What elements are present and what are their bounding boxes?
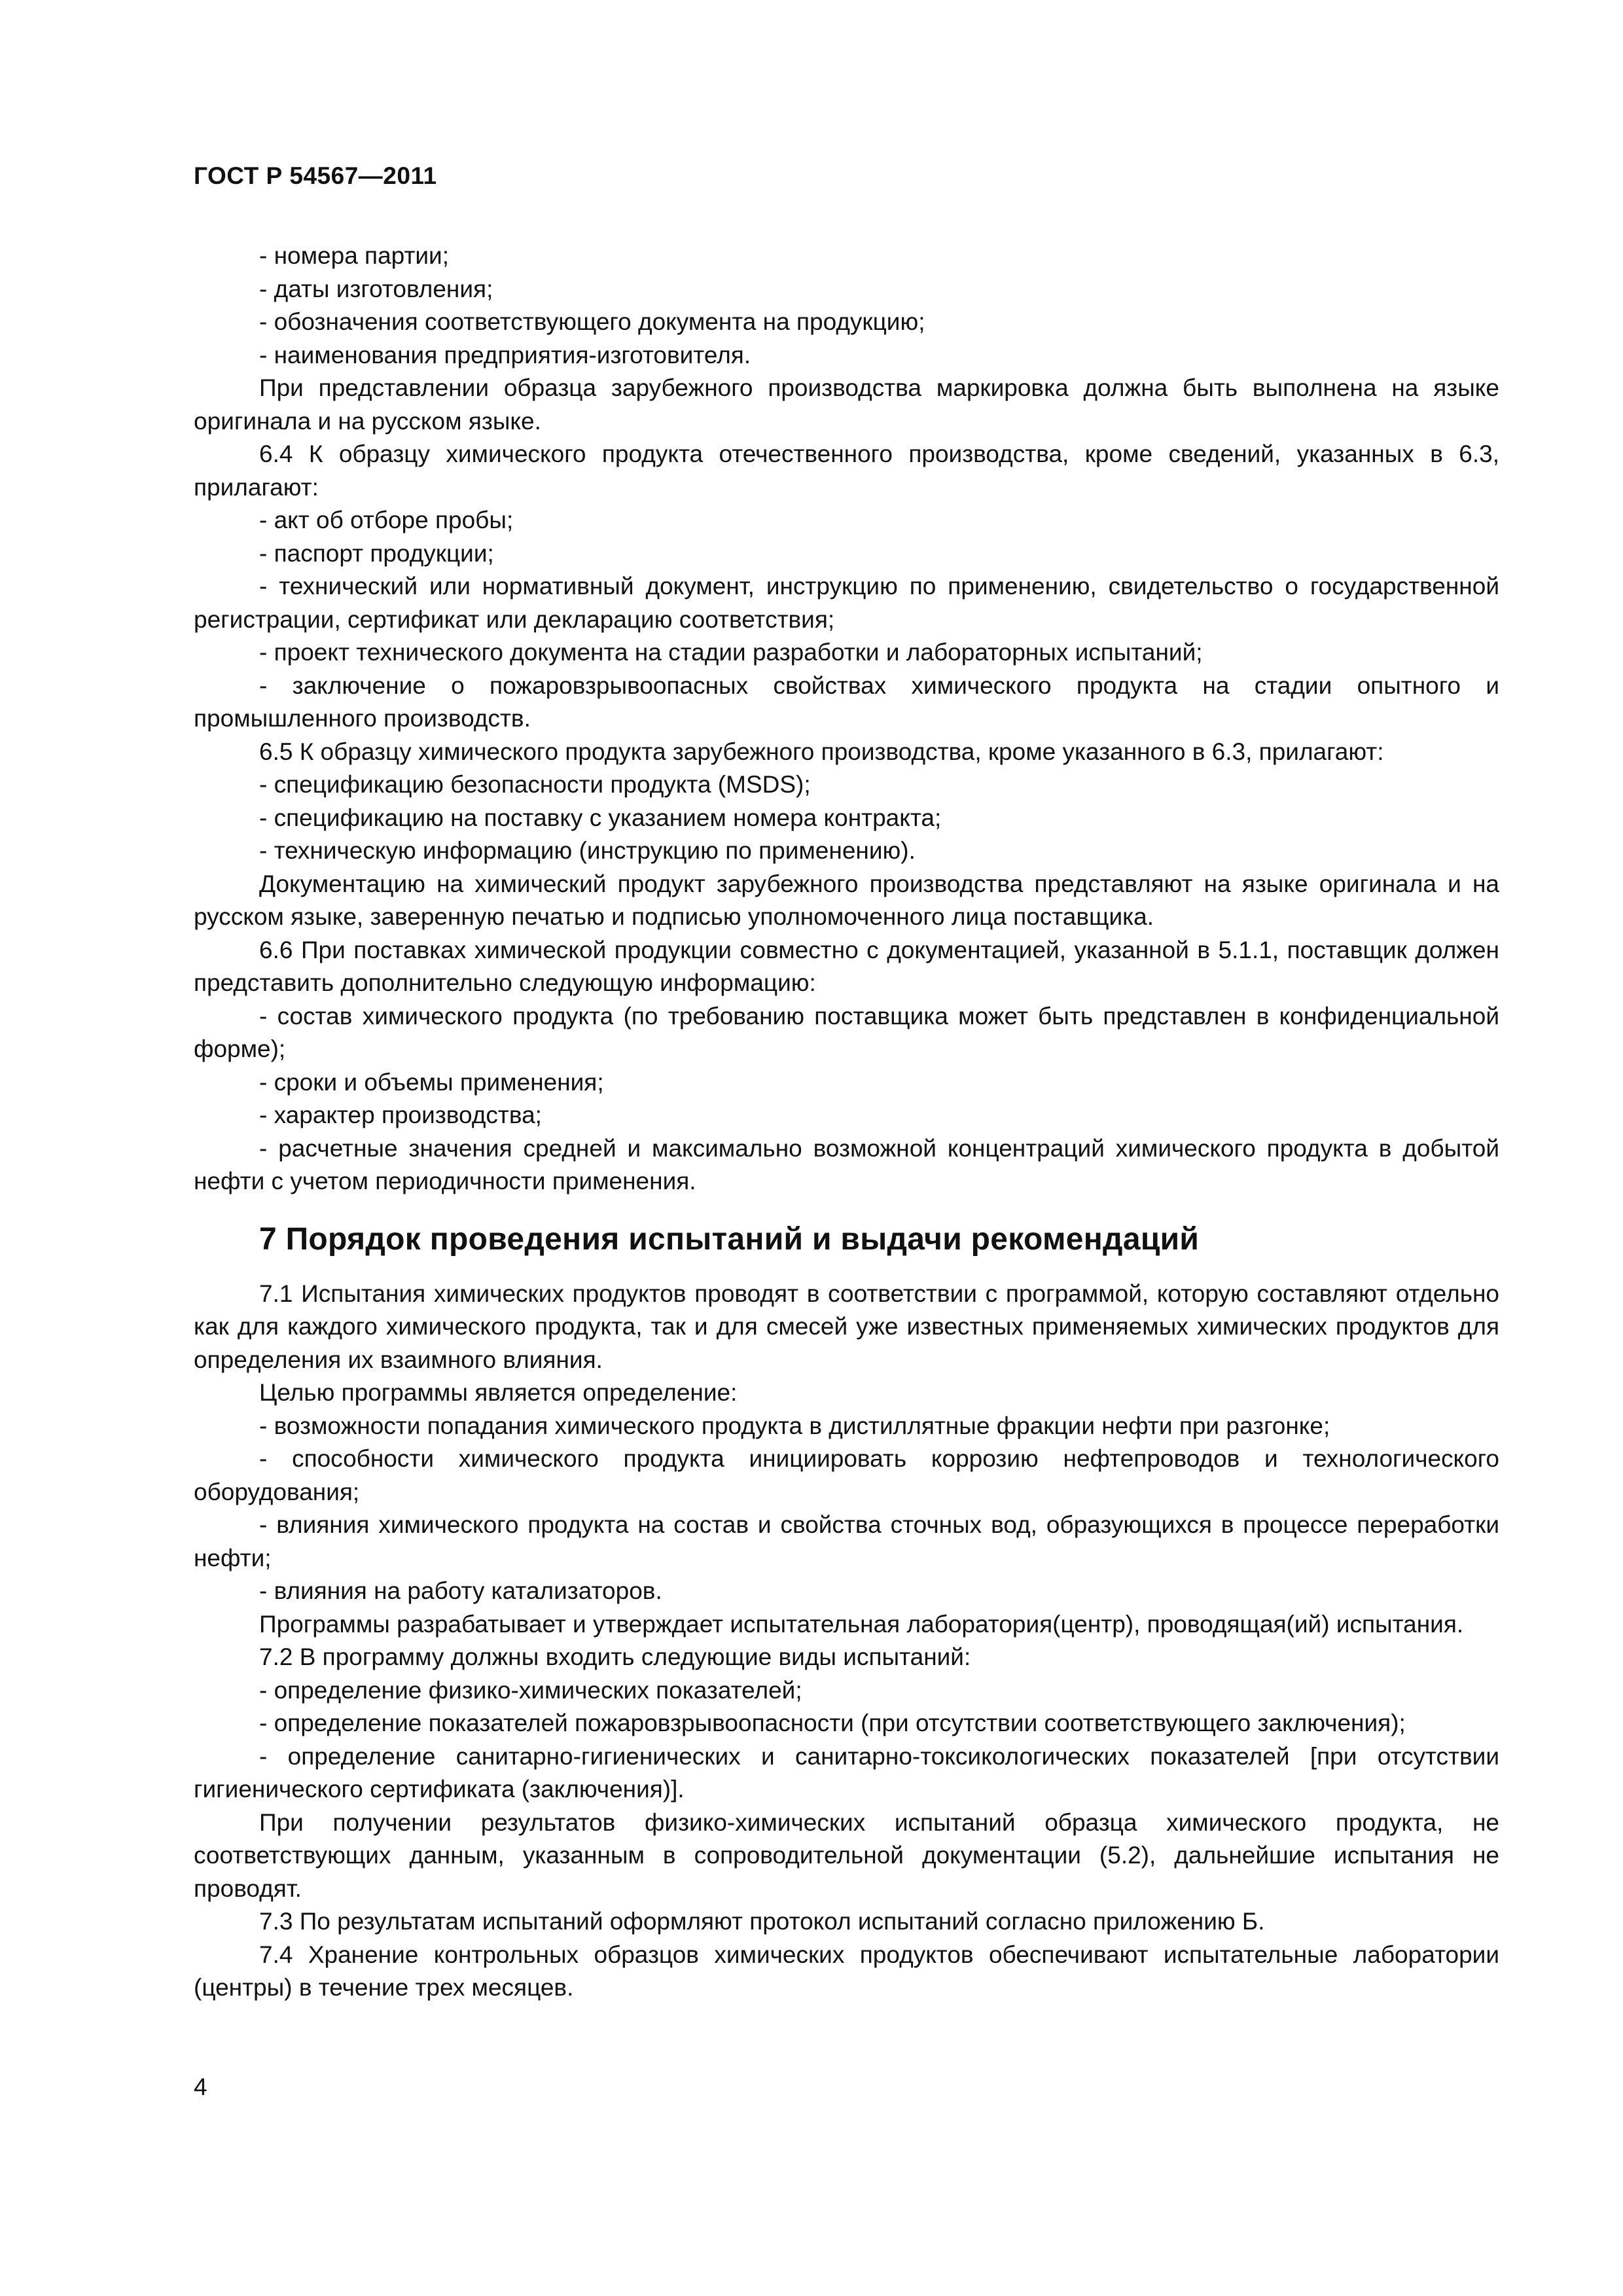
paragraph: 7.1 Испытания химических продуктов проводят в соответствии с программой, которую составляют отдельно как для каждого химического продукта, так и для смесей уже известных применяемых химических продуктов для определения их взаимного влияния. xyxy=(194,1280,1499,1373)
paragraph: Документацию на химический продукт зарубежного производства представляют на языке оригинала и на русском языке, заверенную печатью и подписью уполномоченного лица поставщика. xyxy=(194,870,1499,930)
paragraph: - техническую информацию (инструкцию по применению). xyxy=(259,837,916,864)
section-6-continuation xyxy=(194,240,1499,1198)
paragraph: - влияния химического продукта на состав и свойства сточных вод, образующихся в процессе переработки нефти; xyxy=(194,1511,1499,1571)
paragraph: - характер производства; xyxy=(259,1102,542,1128)
paragraph: - даты изготовления; xyxy=(259,275,493,302)
paragraph: - спецификацию безопасности продукта (MSDS); xyxy=(259,771,811,798)
paragraph: - расчетные значения средней и максимально возможной концентраций химического продукта в добытой нефти с учетом периодичности применения. xyxy=(194,1134,1499,1194)
paragraph: - наименования предприятия-изготовителя. xyxy=(259,341,751,368)
paragraph: 7.2 В программу должны входить следующие виды испытаний: xyxy=(259,1643,971,1670)
paragraph: - технический или нормативный документ, инструкцию по применению, свидетельство о государственной регистрации, сертификат или декларацию соответствия; xyxy=(194,573,1499,633)
paragraph: При представлении образца зарубежного производства маркировка должна быть выполнена на языке оригинала и на русском языке. xyxy=(194,374,1499,435)
paragraph: - номера партии; xyxy=(259,242,450,269)
section-7-heading: 7 Порядок проведения испытаний и выдачи рекомендаций xyxy=(259,1221,1200,1257)
paragraph: - возможности попадания химического продукта в дистиллятные фракции нефти при разгонке; xyxy=(259,1412,1330,1439)
paragraph: 6.4 К образцу химического продукта отечественного производства, кроме сведений, указанных в 6.3, прилагают: xyxy=(194,440,1499,501)
paragraph: - определение физико-химических показателей; xyxy=(259,1676,802,1704)
paragraph: - заключение о пожаровзрывоопасных свойствах химического продукта на стадии опытного и промышленного производств. xyxy=(194,672,1499,732)
paragraph: Целью программы является определение: xyxy=(259,1379,738,1406)
paragraph: - сроки и объемы применения; xyxy=(259,1068,604,1096)
paragraph: - акт об отборе пробы; xyxy=(259,507,514,533)
paragraph: - влияния на работу катализаторов. xyxy=(259,1577,662,1604)
paragraph: - паспорт продукции; xyxy=(259,539,494,567)
document-code: ГОСТ Р 54567—2011 xyxy=(194,162,437,189)
paragraph: Программы разрабатывает и утверждает испытательная лаборатория(центр), проводящая(ий) испытания. xyxy=(259,1610,1464,1638)
paragraph: - спецификацию на поставку с указанием номера контракта; xyxy=(259,804,942,831)
section-7-body xyxy=(194,1278,1499,2005)
paragraph: 6.5 К образцу химического продукта зарубежного производства, кроме указанного в 6.3, прилагают: xyxy=(259,738,1384,765)
paragraph: - способности химического продукта инициировать коррозию нефтепроводов и технологического оборудования; xyxy=(194,1445,1499,1505)
page-body xyxy=(194,240,1499,2005)
paragraph: - проект технического документа на стадии разработки и лабораторных испытаний; xyxy=(259,639,1203,666)
paragraph: - определение санитарно-гигиенических и санитарно-токсикологических показателей [при отсутствии гигиенического сертификата (заключения)]. xyxy=(194,1742,1499,1803)
paragraph: При получении результатов физико-химических испытаний образца химического продукта, не соответствующих данным, указанным в сопроводительной документации (5.2), дальнейшие испытания не проводят. xyxy=(194,1808,1499,1902)
paragraph: 6.6 При поставках химической продукции совместно с документацией, указанной в 5.1.1, поставщик должен представить дополнительно следующую информацию: xyxy=(194,936,1499,996)
paragraph: - определение показателей пожаровзрывоопасности (при отсутствии соответствующего заключения); xyxy=(259,1710,1406,1736)
paragraph: 7.3 По результатам испытаний оформляют протокол испытаний согласно приложению Б. xyxy=(259,1908,1265,1935)
paragraph: - обозначения соответствующего документа на продукцию; xyxy=(259,308,925,335)
paragraph: - состав химического продукта (по требованию поставщика может быть представлен в конфиденциальной форме); xyxy=(194,1002,1499,1062)
page-number: 4 xyxy=(194,2073,207,2100)
paragraph: 7.4 Хранение контрольных образцов химических продуктов обеспечивают испытательные лаборатории (центры) в течение трех месяцев. xyxy=(194,1941,1499,2001)
